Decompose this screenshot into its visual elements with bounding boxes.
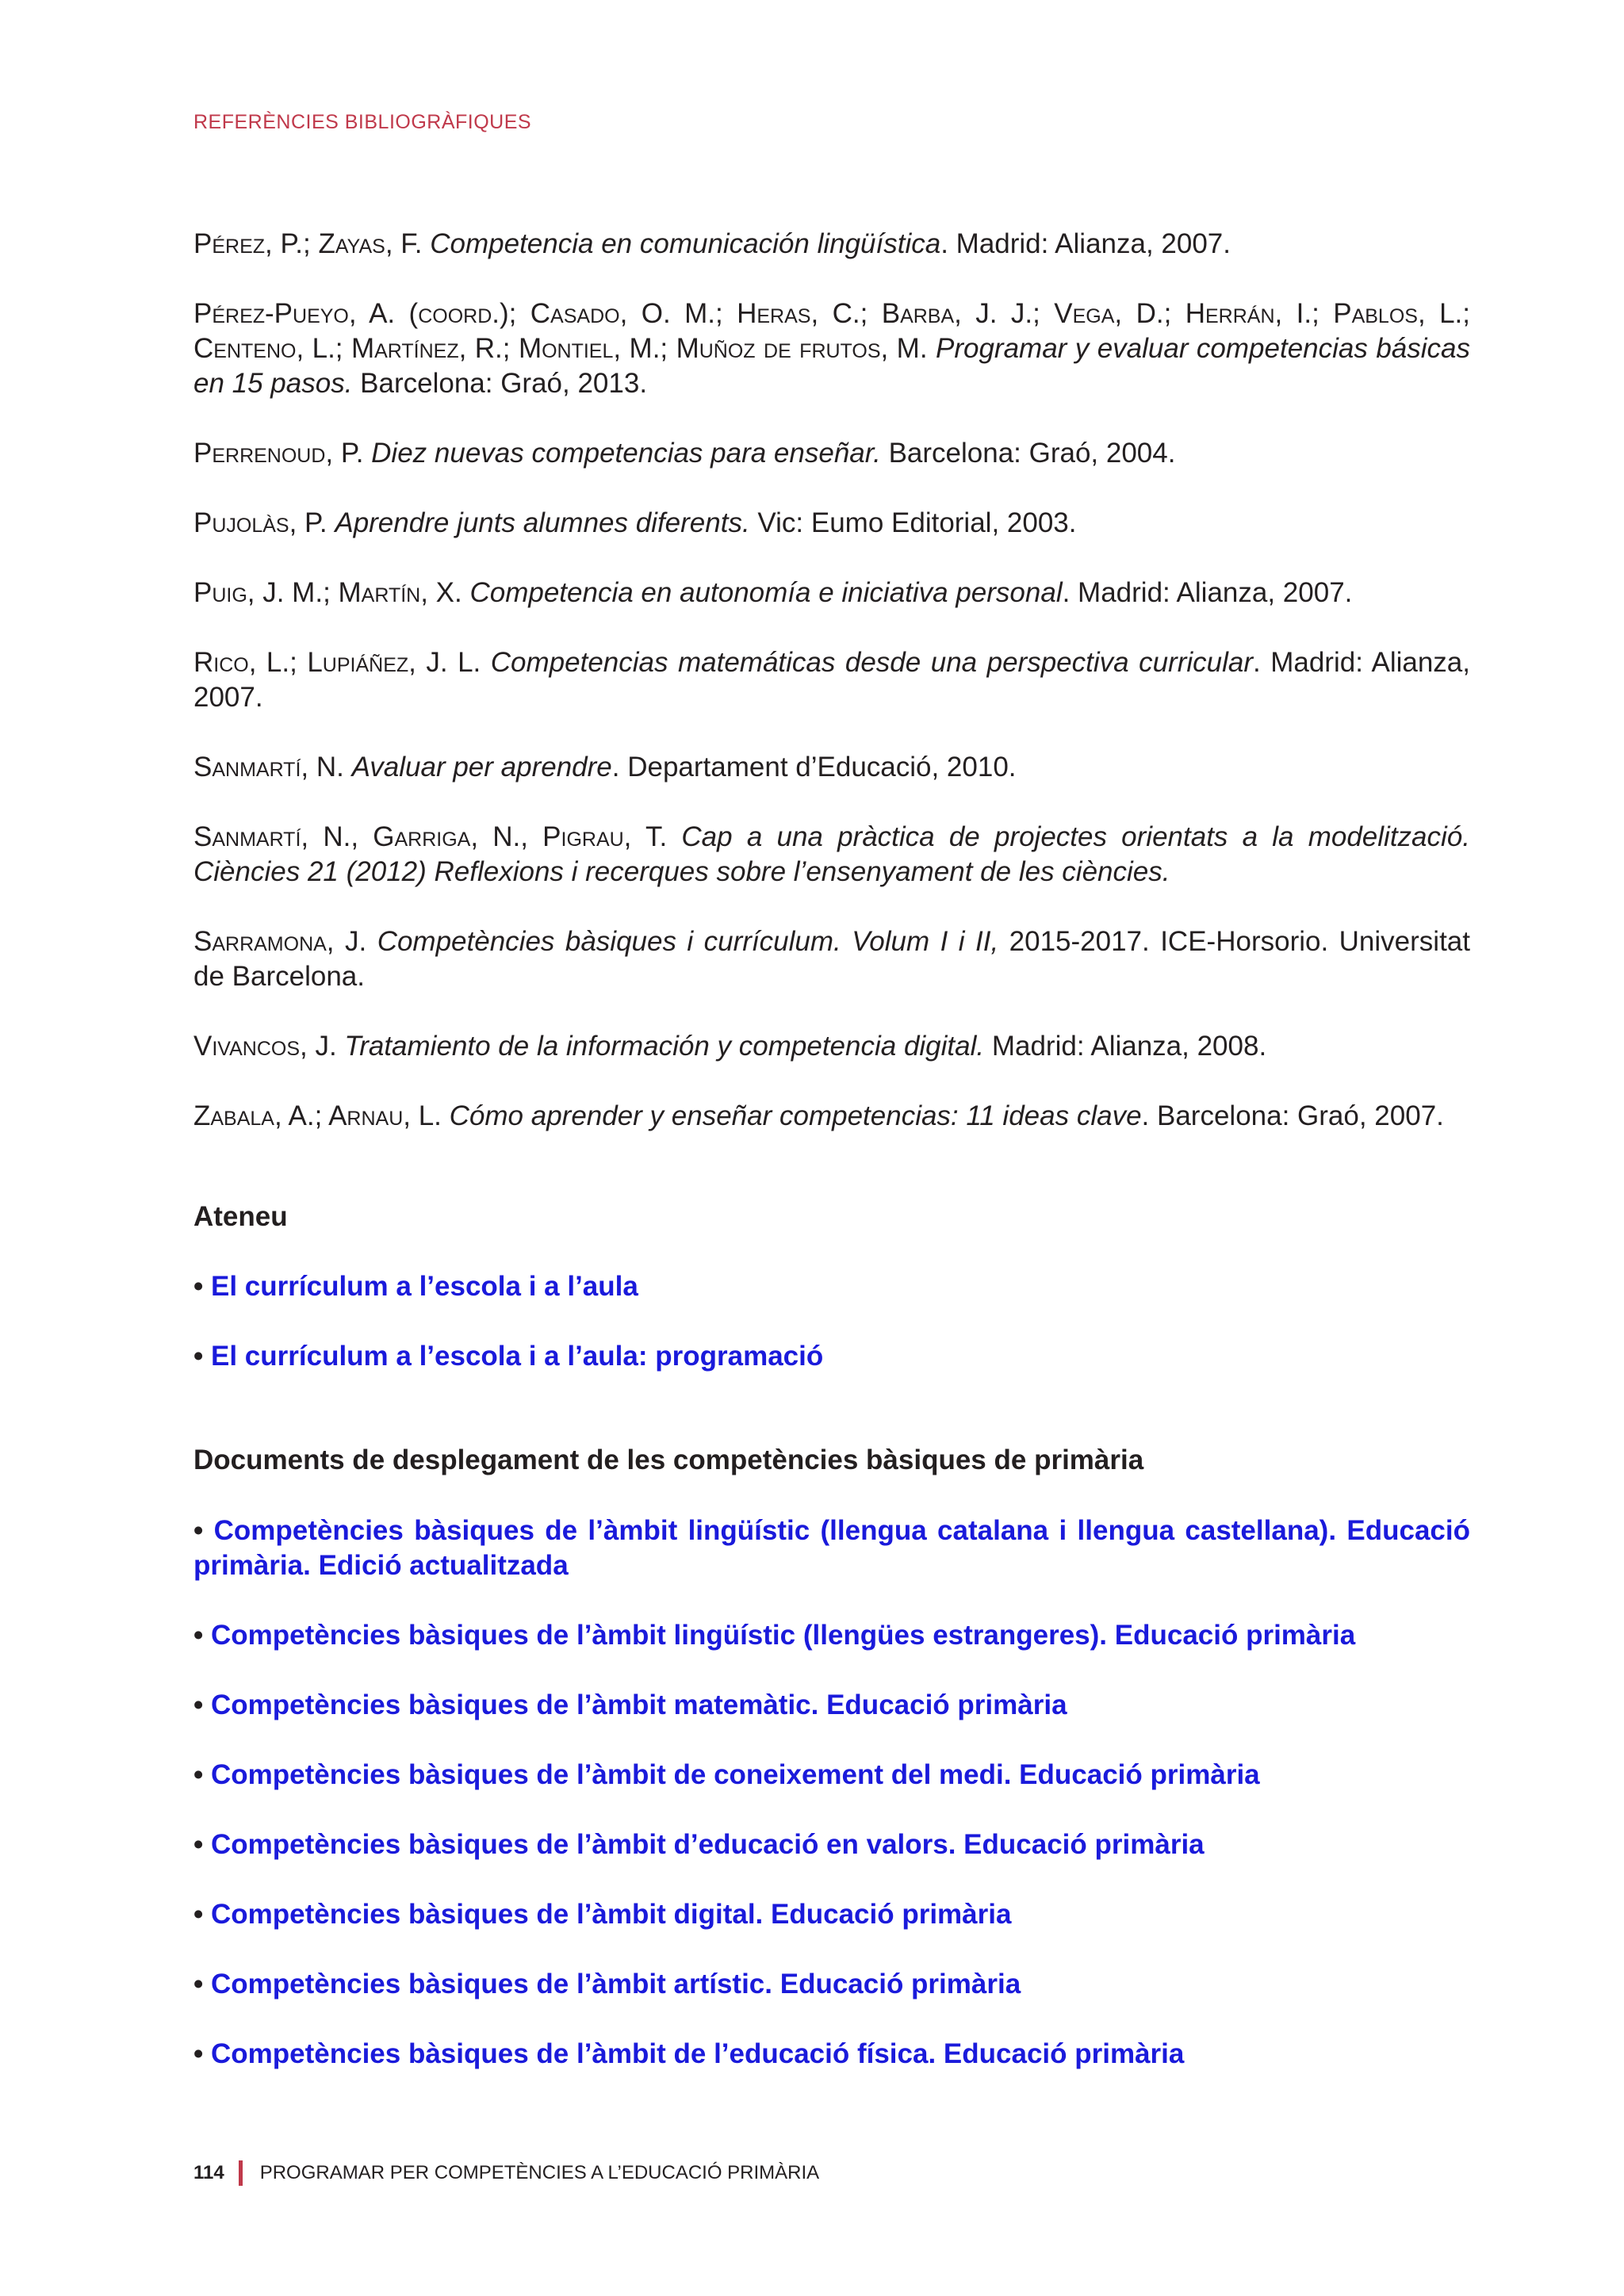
reference-details: . Madrid: Alianza, 2007. [940, 228, 1231, 259]
reference-item [193, 1099, 1470, 1134]
reference-title: Competencias matemáticas desde una perspectiva curricular [490, 647, 1253, 678]
running-header: REFERÈNCIES BIBLIOGRÀFIQUES [193, 111, 532, 133]
reference-item [193, 924, 1470, 994]
ateneu-link[interactable]: • El currículum a l’escola i a l’aula [193, 1271, 638, 1302]
reference-item [193, 506, 1470, 541]
reference-item [193, 645, 1470, 715]
reference-details: 2015-2017. ICE-Horsorio. Universitat de Barcelona. [193, 926, 1470, 992]
reference-title: Cap a una pràctica de projectes orientats a la modelització. Ciències 21 (2012) Reflexions i recerques sobre l’ensenyament de les ciències. [193, 821, 1470, 887]
reference-title: Aprendre junts alumnes diferents. [335, 507, 750, 538]
document-link[interactable]: • Competències bàsiques de l’àmbit matemàtic. Educació primària [193, 1689, 1067, 1720]
documents-link-list [193, 1513, 1470, 2107]
document-link[interactable]: • Competències bàsiques de l’àmbit artístic. Educació primària [193, 1969, 1021, 1999]
reference-details: Madrid: Alianza, 2008. [984, 1031, 1267, 1062]
reference-item [193, 1029, 1470, 1064]
reference-details: . Barcelona: Graó, 2007. [1141, 1100, 1444, 1131]
reference-details: Barcelona: Graó, 2013. [352, 368, 648, 399]
reference-authors: Pérez, P.; Zayas, F. [193, 228, 423, 259]
reference-authors: Pérez-Pueyo, A. (coord.); Casado, O. M.; Heras, C.; Barba, J. J.; Vega, D.; Herrán, I.; Pablos, L.; Centeno, L.; Martínez, R.; Montiel, M.; Muñoz de frutos, M. [193, 298, 1470, 364]
bullet-icon: • [193, 2038, 204, 2069]
bullet-icon: • [193, 1515, 204, 1546]
reference-details: Vic: Eumo Editorial, 2003. [749, 507, 1077, 538]
documents-section-title: Documents de desplegament de les competències bàsiques de primària [193, 1445, 1144, 1475]
reference-list [193, 227, 1470, 1169]
reference-details: Barcelona: Graó, 2004. [880, 438, 1176, 469]
reference-authors: Vivancos, J. [193, 1031, 337, 1062]
bullet-icon: • [193, 1271, 204, 1302]
page-number: 114 [193, 2162, 224, 2183]
reference-item [193, 820, 1470, 890]
reference-authors: Zabala, A.; Arnau, L. [193, 1100, 442, 1131]
reference-title: Competencia en comunicación lingüística [430, 228, 941, 259]
reference-title: Tratamiento de la información y competencia digital. [344, 1031, 985, 1062]
ateneu-link-list [193, 1269, 1470, 1409]
document-link[interactable]: • Competències bàsiques de l’àmbit lingüístic (llengua catalana i llengua castellana). Educació primària. Edició actualitzada [193, 1515, 1470, 1581]
reference-authors: Sanmartí, N. [193, 752, 344, 783]
reference-title: Avaluar per aprendre [351, 752, 612, 783]
reference-authors: Sarramona, J. [193, 926, 367, 957]
reference-details: . Departament d’Educació, 2010. [611, 752, 1017, 783]
ateneu-link[interactable]: • El currículum a l’escola i a l’aula: programació [193, 1341, 824, 1372]
bullet-icon: • [193, 1759, 204, 1790]
reference-authors: Sanmartí, N., Garriga, N., Pigrau, T. [193, 821, 668, 852]
bullet-icon: • [193, 1969, 204, 1999]
footer-divider [239, 2160, 243, 2186]
document-link[interactable]: • Competències bàsiques de l’àmbit d’educació en valors. Educació primària [193, 1829, 1205, 1860]
reference-title: Programar y evaluar competencias básicas en 15 pasos. [193, 333, 1470, 399]
bullet-icon: • [193, 1899, 204, 1930]
bullet-icon: • [193, 1689, 204, 1720]
reference-item [193, 576, 1470, 610]
reference-title: Diez nuevas competencias para enseñar. [371, 438, 881, 469]
reference-authors: Puig, J. M.; Martín, X. [193, 577, 462, 608]
reference-title: Cómo aprender y enseñar competencias: 11 ideas clave [449, 1100, 1142, 1131]
ateneu-section-title: Ateneu [193, 1201, 288, 1232]
reference-details: . Madrid: Alianza, 2007. [1062, 577, 1353, 608]
document-link[interactable]: • Competències bàsiques de l’àmbit lingüístic (llengües estrangeres). Educació primària [193, 1620, 1356, 1651]
document-link[interactable]: • Competències bàsiques de l’àmbit digital. Educació primària [193, 1899, 1012, 1930]
footer-title: PROGRAMAR PER COMPETÈNCIES A L’EDUCACIÓ PRIMÀRIA [259, 2162, 820, 2183]
page-footer [193, 2160, 819, 2186]
reference-item [193, 436, 1470, 471]
bullet-icon: • [193, 1829, 204, 1860]
document-link[interactable]: • Competències bàsiques de l’àmbit de l’educació física. Educació primària [193, 2038, 1185, 2069]
reference-authors: Pujolàs, P. [193, 507, 327, 538]
reference-item [193, 750, 1470, 785]
bullet-icon: • [193, 1620, 204, 1651]
reference-item [193, 227, 1470, 262]
reference-authors: Rico, L.; Lupiáñez, J. L. [193, 647, 481, 678]
reference-title: Competencia en autonomía e iniciativa personal [469, 577, 1063, 608]
reference-item [193, 297, 1470, 401]
bullet-icon: • [193, 1341, 204, 1372]
reference-title: Competències bàsiques i currículum. Volum I i II, [377, 926, 999, 957]
document-link[interactable]: • Competències bàsiques de l’àmbit de coneixement del medi. Educació primària [193, 1759, 1260, 1790]
reference-authors: Perrenoud, P. [193, 438, 364, 469]
reference-details: . Madrid: Alianza, 2007. [193, 647, 1470, 713]
